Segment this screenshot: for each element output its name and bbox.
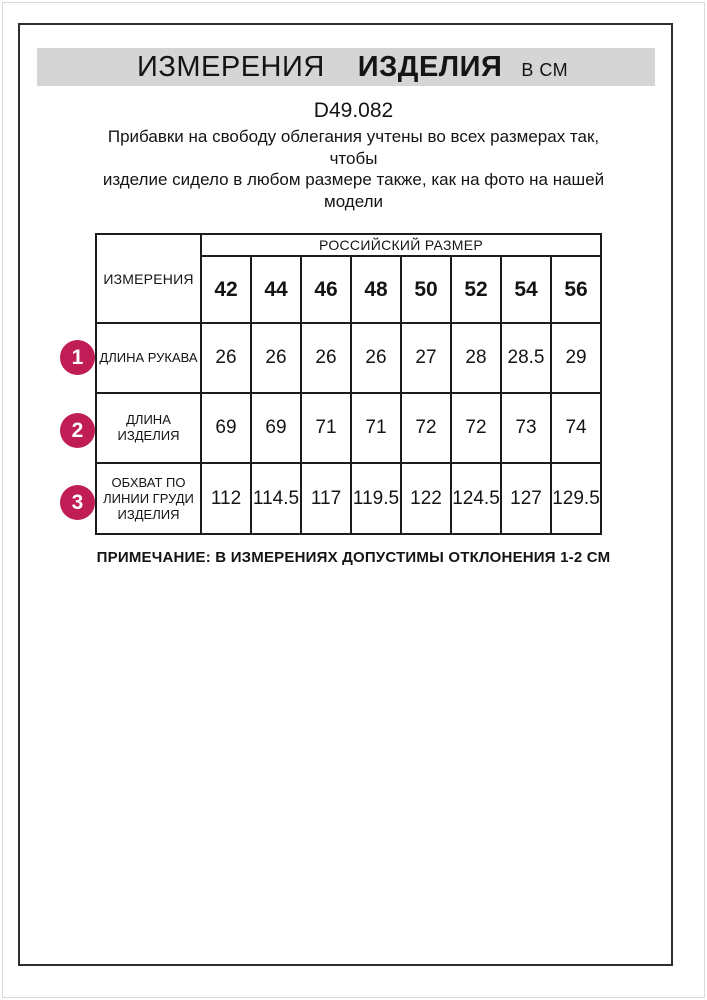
title-bar: [37, 48, 655, 86]
measurement-value-cell: 27: [401, 323, 451, 393]
title-measurements: ИЗМЕРЕНИЯ: [137, 51, 325, 83]
size-header-cell: 42: [201, 256, 251, 323]
measurement-value-cell: 74: [551, 393, 601, 463]
measurement-value-cell: 29: [551, 323, 601, 393]
table-row-garment-length: [96, 393, 601, 463]
size-table: [95, 233, 602, 535]
measurement-value-cell: 73: [501, 393, 551, 463]
size-header-cell: 56: [551, 256, 601, 323]
title-product: ИЗДЕЛИЯ: [357, 51, 503, 83]
table-header-group-row: [96, 234, 601, 256]
size-header-cell: 50: [401, 256, 451, 323]
title-unit: В СМ: [521, 60, 569, 80]
measurement-value-cell: 119.5: [351, 463, 401, 534]
size-header-cell: 54: [501, 256, 551, 323]
measurement-value-cell: 26: [351, 323, 401, 393]
size-header-cell: 48: [351, 256, 401, 323]
measurement-value-cell: 69: [251, 393, 301, 463]
measurement-value-cell: 129.5: [551, 463, 601, 534]
row-number-badge-3: 3: [60, 485, 95, 520]
measurement-value-cell: 127: [501, 463, 551, 534]
measurement-value-cell: 28.5: [501, 323, 551, 393]
measurement-value-cell: 71: [301, 393, 351, 463]
measurement-value-cell: 72: [451, 393, 501, 463]
table-row-sleeve-length: [96, 323, 601, 393]
measurement-value-cell: 122: [401, 463, 451, 534]
product-code: D49.082: [313, 99, 394, 122]
measurement-value-cell: 124.5: [451, 463, 501, 534]
row-label: ДЛИНА РУКАВА: [96, 323, 201, 393]
size-header-cell: 52: [451, 256, 501, 323]
row-label: ДЛИНА ИЗДЕЛИЯ: [96, 393, 201, 463]
measurement-value-cell: 72: [401, 393, 451, 463]
table-row-chest-girth: [96, 463, 601, 534]
row-number-badge-1: 1: [60, 340, 95, 375]
size-group-header-cell: РОССИЙСКИЙ РАЗМЕР: [201, 234, 601, 256]
measurement-value-cell: 69: [201, 393, 251, 463]
measurement-value-cell: 117: [301, 463, 351, 534]
measurement-value-cell: 114.5: [251, 463, 301, 534]
size-header-cell: 44: [251, 256, 301, 323]
measurement-value-cell: 28: [451, 323, 501, 393]
measurement-value-cell: 26: [251, 323, 301, 393]
product-description: Прибавки на свободу облегания учтены во всех размерах так, чтобы изделие сидело в любом размере также, как на фото на нашей модели: [102, 127, 605, 211]
row-number-badge-2: 2: [60, 413, 95, 448]
measurement-value-cell: 26: [201, 323, 251, 393]
measurement-value-cell: 26: [301, 323, 351, 393]
size-header-cell: 46: [301, 256, 351, 323]
measurements-header-cell: ИЗМЕРЕНИЯ: [96, 234, 201, 323]
tolerance-note: ПРИМЕЧАНИЕ: В ИЗМЕРЕНИЯХ ДОПУСТИМЫ ОТКЛОНЕНИЯ 1-2 СМ: [96, 549, 611, 566]
measurement-value-cell: 112: [201, 463, 251, 534]
row-label: ОБХВАТ ПО ЛИНИИ ГРУДИ ИЗДЕЛИЯ: [96, 463, 201, 534]
measurement-value-cell: 71: [351, 393, 401, 463]
